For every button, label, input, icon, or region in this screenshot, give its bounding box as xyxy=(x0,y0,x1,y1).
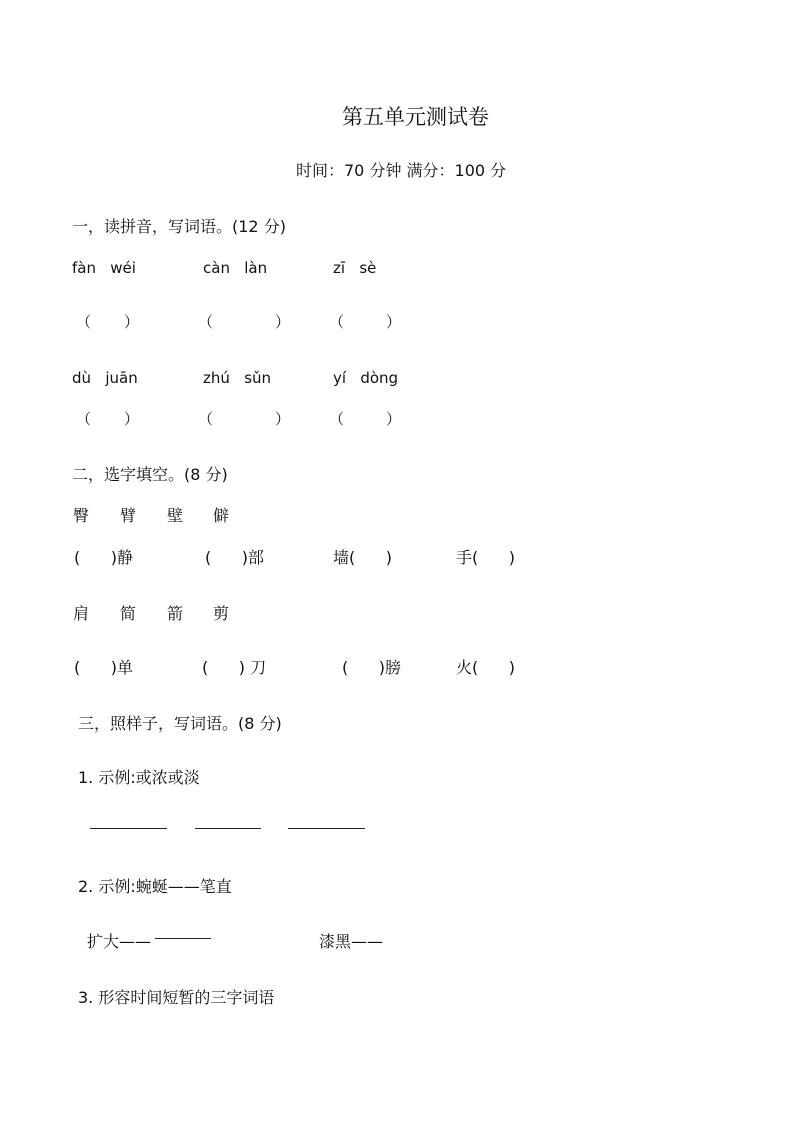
answer-line xyxy=(90,828,167,829)
char-option: 简 xyxy=(120,604,137,623)
answer-blank-2-close: ） xyxy=(275,313,291,331)
pinyin-fanwei: fàn wéi xyxy=(72,259,136,277)
char-option: 壁 xyxy=(167,506,184,525)
char-option: 剪 xyxy=(213,604,230,623)
fill-item: ( ) 刀 xyxy=(202,658,267,677)
fill-item: ( )静 xyxy=(74,548,134,567)
example-2: 2. 示例:蜿蜒——笔直 xyxy=(78,877,232,896)
pinyin-dujuan: dù juān xyxy=(72,369,138,387)
pinyin-canlan: càn làn xyxy=(203,259,268,277)
char-option: 肩 xyxy=(73,604,90,623)
fill-item: 手( ) xyxy=(456,548,516,567)
pinyin-zhusun: zhú sǔn xyxy=(203,369,272,387)
fill-item: 火( ) xyxy=(456,658,516,677)
antonym-prompt-qihei: 漆黑—— xyxy=(319,932,384,951)
char-option: 臂 xyxy=(120,506,137,525)
question-3: 3. 形容时间短暂的三字词语 xyxy=(78,988,275,1007)
fill-item: ( )单 xyxy=(74,658,134,677)
fill-item: ( )部 xyxy=(205,548,265,567)
section1-heading: 一，读拼音，写词语。(12 分) xyxy=(72,217,286,236)
answer-blank-2-open: （ xyxy=(198,313,214,331)
answer-blank-1-close: ） xyxy=(124,313,140,331)
antonym-prompt-kuoda: 扩大—— xyxy=(87,932,152,951)
answer-blank-6-open: （ xyxy=(329,410,345,428)
answer-line xyxy=(288,828,365,829)
answer-blank-5-close: ） xyxy=(275,410,291,428)
section3-heading: 三，照样子，写词语。(8 分) xyxy=(78,714,282,733)
answer-blank-6-close: ） xyxy=(386,410,402,428)
answer-blank-4-close: ） xyxy=(124,410,140,428)
fill-item: ( )膀 xyxy=(342,658,402,677)
char-option: 箭 xyxy=(167,604,184,623)
page-title: 第五单元测试卷 xyxy=(342,105,489,129)
char-option: 僻 xyxy=(213,506,230,525)
pinyin-yidong: yí dòng xyxy=(333,369,399,387)
exam-subtitle: 时间：70 分钟 满分：100 分 xyxy=(296,161,507,180)
pinyin-zise: zī sè xyxy=(333,259,377,277)
example-1: 1. 示例:或浓或淡 xyxy=(78,768,200,787)
answer-blank-4-open: （ xyxy=(76,410,92,428)
answer-blank-3-close: ） xyxy=(386,313,402,331)
answer-blank-5-open: （ xyxy=(198,410,214,428)
answer-blank-1-open: （ xyxy=(76,313,92,331)
char-option: 臀 xyxy=(73,506,90,525)
answer-line xyxy=(195,828,261,829)
answer-blank-3-open: （ xyxy=(329,313,345,331)
answer-line xyxy=(155,938,211,939)
section2-heading: 二，选字填空。(8 分) xyxy=(72,465,228,484)
fill-item: 墙( ) xyxy=(333,548,393,567)
